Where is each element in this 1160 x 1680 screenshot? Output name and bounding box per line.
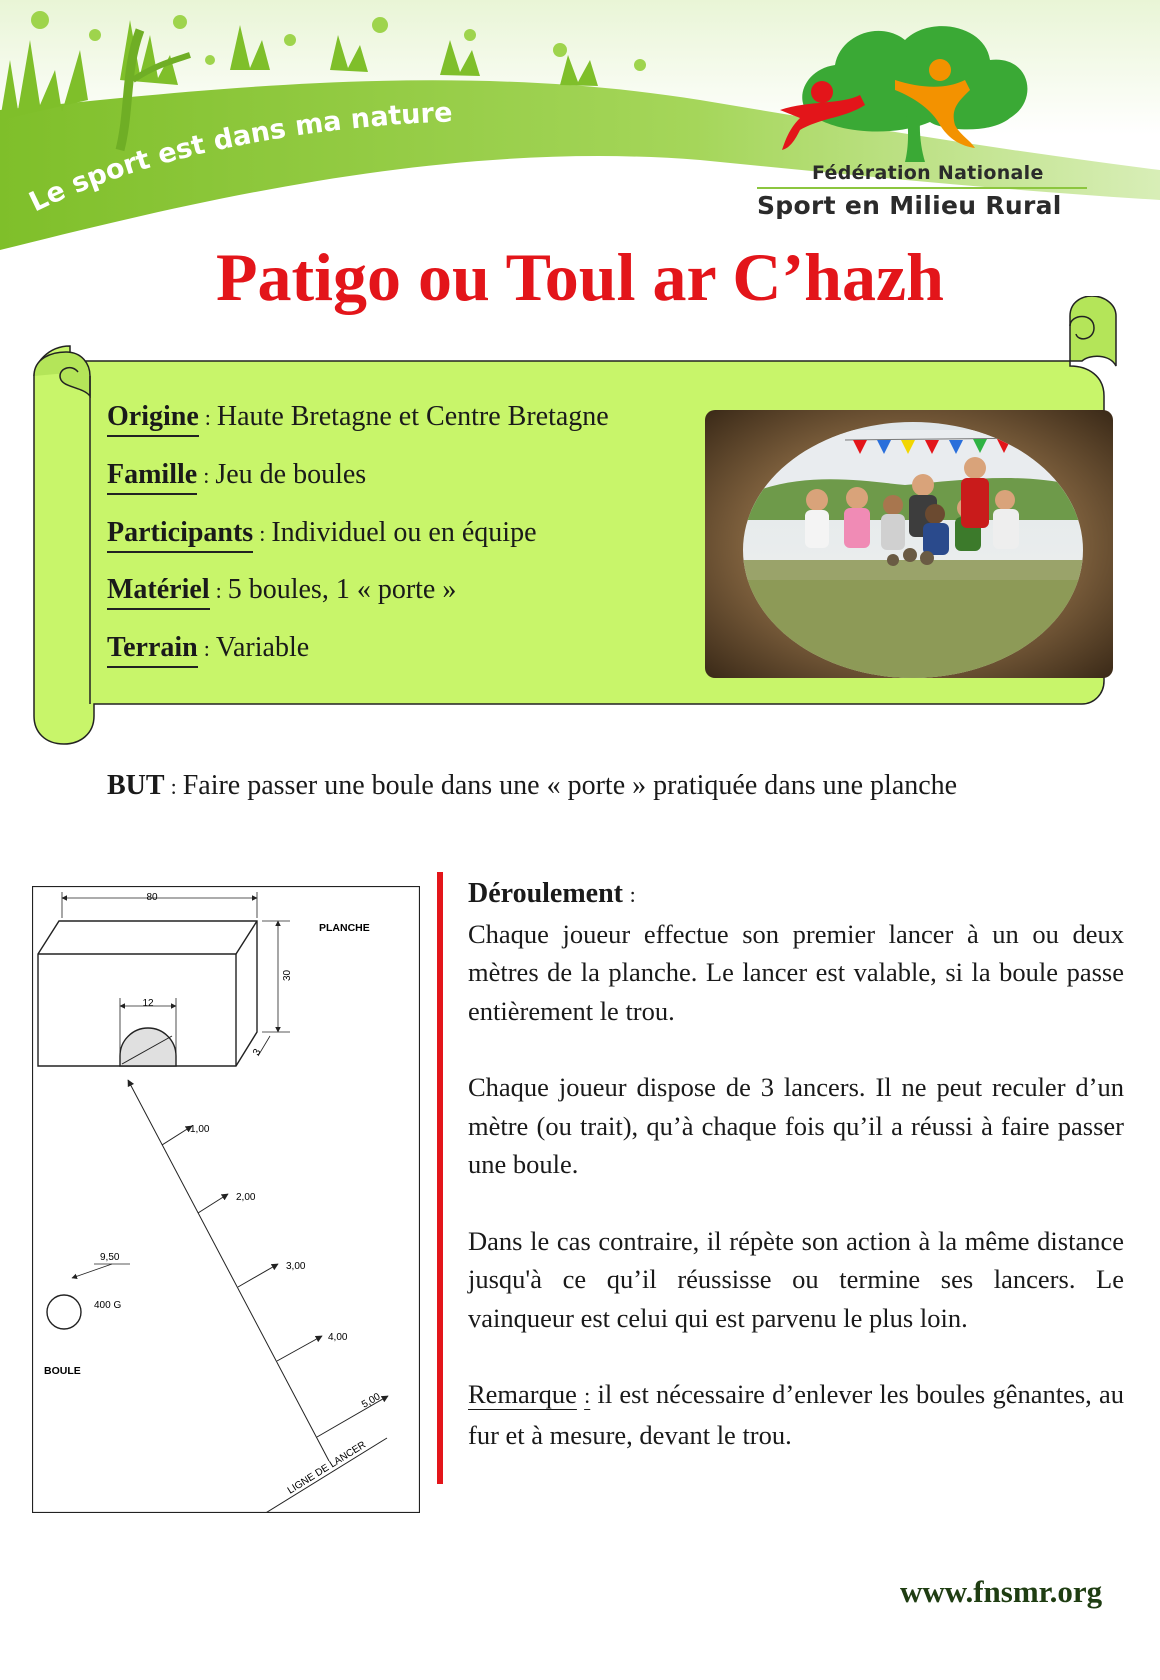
label-boule: BOULE xyxy=(44,1365,81,1377)
photo-children-through-hole xyxy=(705,410,1113,678)
dim-thickness: 3 xyxy=(251,1047,264,1058)
info-value: 5 boules, 1 « porte » xyxy=(227,574,457,605)
info-value: Haute Bretagne et Centre Bretagne xyxy=(216,401,609,432)
deroulement-paragraph-3: Dans le cas contraire, il répète son action à la même distance jusqu'à ce qu’il réussisse ou termine ses lancers. Le vainqueur est celui qui est parvenu le plus loin. xyxy=(468,1225,1124,1333)
label-planche: PLANCHE xyxy=(319,922,370,934)
dim-width: 80 xyxy=(146,892,158,903)
info-row-origine: Origine : Haute Bretagne et Centre Bretagne xyxy=(107,401,609,437)
remarque-key: Remarque xyxy=(468,1379,577,1409)
slogan: Le sport est dans ma nature xyxy=(24,97,454,219)
info-row-terrain: Terrain : Variable xyxy=(107,632,309,668)
deroulement-heading: Déroulement xyxy=(468,878,623,909)
technical-diagram xyxy=(32,886,420,1513)
distance-5: 5,00 xyxy=(360,1391,383,1411)
info-value: Jeu de boules xyxy=(215,459,367,490)
info-key: Origine xyxy=(107,401,199,437)
distance-3: 3,00 xyxy=(286,1261,306,1272)
logo-line-2: Sport en Milieu Rural xyxy=(757,191,1062,220)
logo-line-1: Fédération Nationale xyxy=(812,162,1044,184)
logo-divider xyxy=(757,187,1087,189)
footer-url[interactable]: www.fnsmr.org xyxy=(900,1574,1103,1609)
deroulement-paragraph-2: Chaque joueur dispose de 3 lancers. Il ne peut reculer d’un mètre (ou trait), qu’à chaque fois qu’il a réussi à faire passer une boule. xyxy=(468,1072,1124,1179)
dim-height: 30 xyxy=(282,969,293,981)
info-key: Matériel xyxy=(107,574,210,610)
info-row-famille: Famille : Jeu de boules xyxy=(107,459,366,495)
dim-hole: 12 xyxy=(142,998,154,1009)
but-key: BUT xyxy=(107,770,165,801)
label-ligne-lancer: LIGNE DE LANCER xyxy=(285,1439,368,1497)
remarque-paragraph: Remarque : il est nécessaire d’enlever les boules gênantes, au fur et à mesure, devant le trou. xyxy=(468,1379,1125,1450)
distance-4: 4,00 xyxy=(328,1332,348,1343)
plank-drawing xyxy=(38,921,257,1066)
boule-weight: 400 G xyxy=(94,1300,122,1311)
distance-2: 2,00 xyxy=(236,1192,256,1203)
red-divider xyxy=(437,872,443,1484)
info-row-materiel: Matériel : 5 boules, 1 « porte » xyxy=(107,574,456,610)
boule-diameter: 9,50 xyxy=(100,1252,120,1263)
info-key: Terrain xyxy=(107,632,198,668)
info-key: Famille xyxy=(107,459,197,495)
deroulement-heading-row: Déroulement : xyxy=(468,878,636,909)
info-key: Participants xyxy=(107,517,253,553)
remarque-text: il est nécessaire d’enlever les boules gênantes, au fur et à mesure, devant le trou. xyxy=(468,1379,1125,1450)
deroulement-section xyxy=(468,874,1124,1492)
info-value: Variable xyxy=(215,632,310,663)
but-value: Faire passer une boule dans une « porte » pratiquée dans une planche xyxy=(182,770,958,801)
but-line: BUT : Faire passer une boule dans une « porte » pratiquée dans une planche xyxy=(107,770,958,801)
distance-1: 1,00 xyxy=(190,1124,210,1135)
info-value: Individuel ou en équipe xyxy=(271,517,537,548)
info-row-participants: Participants : Individuel ou en équipe xyxy=(107,517,537,553)
page-title: Patigo ou Toul ar C’hazh xyxy=(215,239,944,315)
deroulement-paragraph-1: Chaque joueur effectue son premier lancer à un ou deux mètres de la planche. Le lancer est valable, si la boule passe entièrement le trou. xyxy=(468,918,1124,1026)
